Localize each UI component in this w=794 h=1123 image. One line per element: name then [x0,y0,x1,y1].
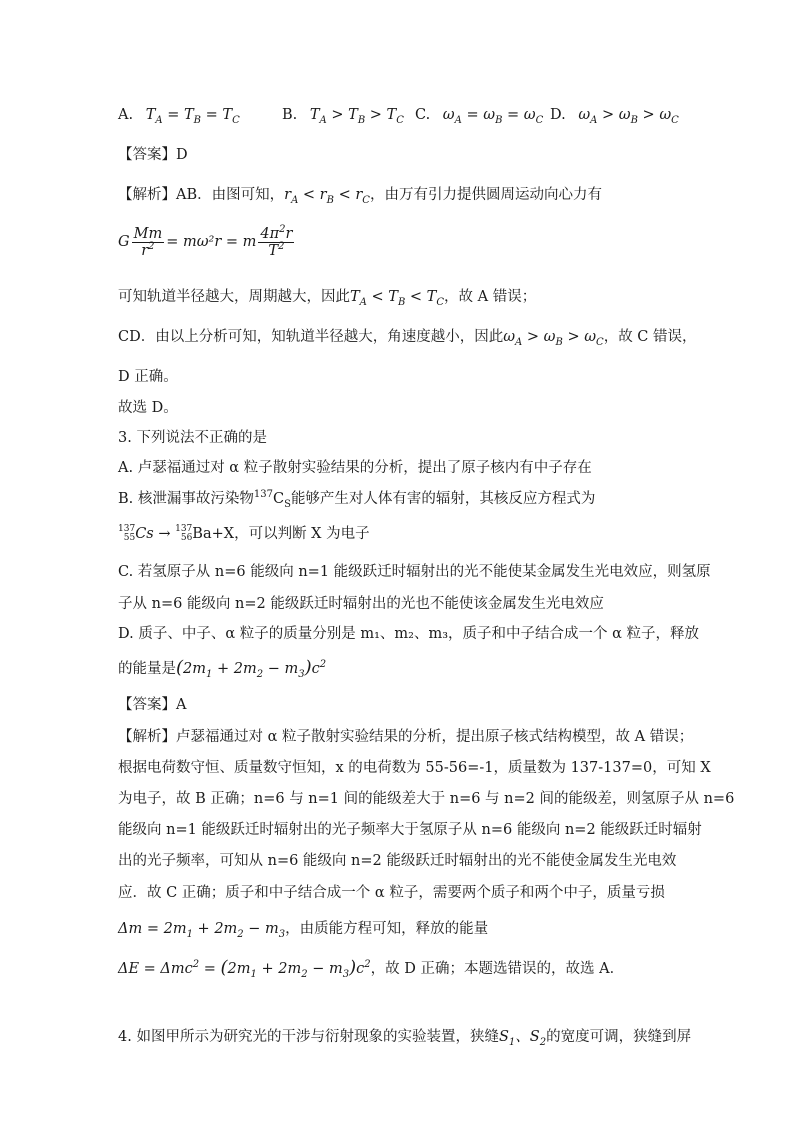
q3-option-c-line-2: 子从 n=6 能级向 n=2 能级跃迁时辐射出的光也不能使该金属发生光电效应 [118,596,604,612]
q3-analysis-line-4: 能级向 n=1 能级跃迁时辐射出的光子频率大于氢原子从 n=6 能级向 n=2 能级跃迁时辐射 [118,822,702,838]
formula-middle: = mω²r = m [166,234,257,250]
q3-analysis-line-8 [118,958,624,979]
mass-defect-expression: $\Delta m = 2m_1 + 2m_2 - m_3$ [118,921,286,940]
q2-conclusion [118,287,536,307]
q3-option-c-line-1: C. 若氢原子从 n=6 能级向 n=1 能级跃迁时辐射出的光不能使某金属发生光电效应，则氢原 [118,564,711,580]
analysis-text: ，由万有引力提供圆周运动向心力有 [369,187,602,203]
q3-stem: 3. 下列说法不正确的是 [118,430,267,446]
opt-b-text: B. 核泄漏事故污染物 [118,491,254,507]
omega-inequality: $\omega_A > \omega_B > \omega_C$ [503,329,604,348]
analysis-tag: 【解析】 [118,187,176,203]
answer-tag: 【答案】 [118,697,176,713]
q3-answer [118,695,186,715]
radius-inequality: $r_A < r_B < r_C$ [284,187,370,206]
q3-analysis-line-7 [118,919,488,939]
q3-analysis-line-2: 根据电荷数守恒、质量数守恒知，x 的电荷数为 55-56=-1，质量数为 137-137=0，可知 X [118,760,711,776]
q4-text: 4. 如图甲所示为研究光的干涉与衍射现象的实验装置，狭缝 [118,1029,499,1045]
option-b-expr: $T_A > T_B > T_C$ [309,107,404,126]
energy-expression: $(2m_1 + 2m_2 - m_3)c^2$ [176,657,327,680]
conclusion-text: ，故 A 错误； [444,289,537,305]
q3-option-a: A. 卢瑟福通过对 α 粒子散射实验结果的分析，提出了原子核内有中子存在 [118,460,592,476]
cd-text: ，故 C 错误， [603,329,697,345]
q3-analysis-line-1 [118,727,693,747]
q3-analysis-line-5: 出的光子频率，可知从 n=6 能级向 n=2 能级跃迁时辐射出的光不能使金属发生光电效 [118,853,677,869]
q4-text: 的宽度可调，狭缝到屏 [546,1029,692,1045]
opt-b-text: 能够产生对人体有害的辐射，其核反应方程式为 [290,491,596,507]
conclusion-text: 可知轨道半径越大，周期越大，因此 [118,289,350,305]
q3-option-d-line-2 [118,658,326,679]
option-c-expr: $\omega_A = \omega_B = \omega_C$ [442,107,544,126]
period-inequality: $T_A < T_B < T_C$ [350,289,445,308]
option-a [118,107,240,126]
option-c-label: C. [415,107,431,123]
q2-cd-line-2: D 正确。 [118,369,178,385]
q2-choose: 故选 D。 [118,400,178,416]
analysis-text: ，由质能方程可知，释放的能量 [285,921,489,937]
opt-d-text: 的能量是 [118,661,176,677]
answer-value: D [176,147,188,163]
q3-analysis-line-6: 应．故 C 正确；质子和中子结合成一个 α 粒子，需要两个质子和两个中子，质量亏损 [118,885,665,901]
q3-option-d-line-1: D. 质子、中子、α 粒子的质量分别是 m₁、m₂、m₃，质子和中子结合成一个 α 粒子，释放 [118,626,700,642]
gravitation-formula: G $\frac{Mm}{r^2}$ = mω²r = m $\frac{4\pi^2r}{T^2}$ [118,223,293,259]
option-c [415,107,544,126]
q2-answer [118,145,188,165]
option-a-expr: $T_A = T_B = T_C$ [145,107,240,126]
q4-stem [118,1027,691,1047]
cs137-isotope: $^{137}C_S$ [253,489,291,510]
analysis-text: 卢瑟福通过对 α 粒子散射实验结果的分析，提出原子核式结构模型，故 A 错误； [176,729,694,745]
slit-symbols: $S_1$、$S_2$ [498,1029,547,1048]
analysis-text: AB．由图可知， [176,187,285,203]
option-d-expr: $\omega_A > \omega_B > \omega_C$ [578,107,679,126]
answer-value: A [176,697,187,713]
option-b-label: B. [282,107,298,123]
q2-analysis-line-1 [118,185,602,205]
analysis-text: ，故 D 正确；本题选错误的，故选 A． [370,961,625,977]
opt-b-text: ，可以判断 X 为电子 [234,526,370,542]
option-d-label: D. [550,107,566,123]
answer-tag: 【答案】 [118,147,176,163]
nuclear-equation: 137 55Cs → 137 56Ba+X [118,524,235,543]
energy-equation: $\Delta E = \Delta mc^2 = (2m_1 + 2m_2 - m_3)c^2$ [118,957,371,980]
q3-option-b-line-1 [118,489,595,509]
analysis-tag: 【解析】 [118,729,176,745]
option-d [550,107,679,126]
q3-option-b-line-2 [118,524,370,544]
option-a-label: A. [118,107,134,123]
q2-cd-line-1 [118,327,697,347]
cd-text: CD．由以上分析可知，知轨道半径越大，角速度越小，因此 [118,329,504,345]
q3-analysis-line-3: 为电子，故 B 正确；n=6 与 n=1 间的能级差大于 n=6 与 n=2 间的能级差，则氢原子从 n=6 [118,791,735,807]
option-b [282,107,404,126]
